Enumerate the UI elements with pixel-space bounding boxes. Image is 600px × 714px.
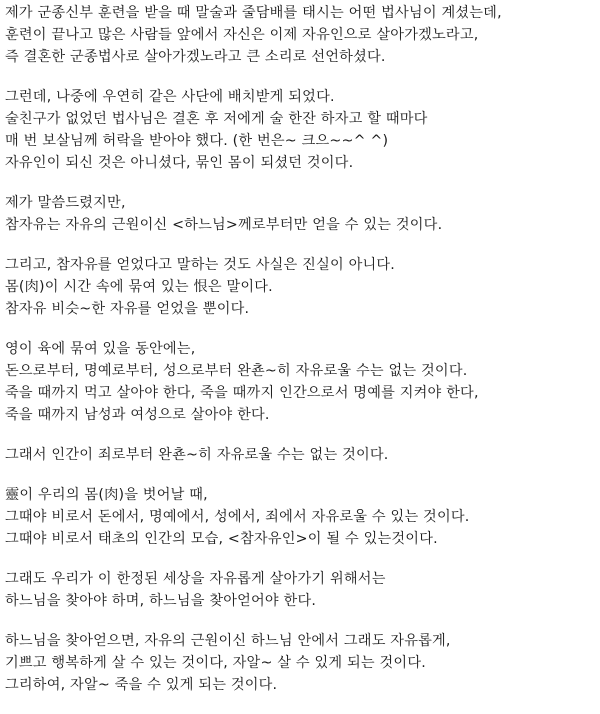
paragraph-8	[5, 568, 595, 612]
paragraph-5	[5, 338, 595, 426]
paragraph-7	[5, 484, 595, 550]
text-line: 자유인이 되신 것은 아니셨다, 묶인 몸이 되셨던 것이다.	[5, 155, 354, 171]
text-line: 매 번 보살님께 허락을 받아야 했다. (한 번은~ 크으~~^ ^)	[5, 133, 389, 149]
paragraph-3	[5, 192, 595, 236]
text-line: 그런데, 나중에 우연히 같은 사단에 배치받게 되었다.	[5, 89, 335, 105]
text-line: 그리하여, 자알~ 죽을 수 있게 되는 것이다.	[5, 677, 278, 693]
text-line: 靈이 우리의 몸(肉)을 벗어날 때,	[5, 487, 208, 503]
text-line: 죽을 때까지 먹고 살아야 한다, 죽을 때까지 인간으로서 명예를 지켜야 한다,	[5, 385, 479, 401]
text-line: 기쁘고 행복하게 살 수 있는 것이다, 자알~ 살 수 있게 되는 것이다.	[5, 655, 426, 671]
document-body	[5, 2, 595, 714]
paragraph-2	[5, 86, 595, 174]
text-line: 죽을 때까지 남성과 여성으로 살아야 한다.	[5, 407, 270, 423]
text-line: 참자유는 자유의 근원이신 <하느님>께로부터만 얻을 수 있는 것이다.	[5, 217, 443, 233]
text-line: 훈련이 끝나고 많은 사람들 앞에서 자신은 이제 자유인으로 살아가겠노라고,	[5, 27, 479, 43]
text-line: 제가 말씀드렸지만,	[5, 195, 126, 211]
text-line: 참자유 비슷~한 자유를 얻었을 뿐이다.	[5, 301, 250, 317]
paragraph-1	[5, 2, 595, 68]
text-line: 그때야 비로서 태초의 인간의 모습, <참자유인>이 될 수 있는것이다.	[5, 531, 438, 547]
text-line: 제가 군종신부 훈련을 받을 때 말술과 줄담배를 태시는 어떤 법사님이 계셨는데,	[5, 5, 502, 21]
text-line: 하느님을 찾아야 하며, 하느님을 찾아얻어야 한다.	[5, 593, 317, 609]
text-line: 그래서 인간이 죄로부터 완쵼~히 자유로울 수는 없는 것이다.	[5, 447, 389, 463]
text-line: 그때야 비로서 돈에서, 명예에서, 성에서, 죄에서 자유로울 수 있는 것이다.	[5, 509, 470, 525]
text-line: 돈으로부터, 명예로부터, 성으로부터 완쵼~히 자유로울 수는 없는 것이다.	[5, 363, 468, 379]
paragraph-6	[5, 444, 595, 466]
text-line: 그리고, 참자유를 얻었다고 말하는 것도 사실은 진실이 아니다.	[5, 257, 396, 273]
text-line: 하느님을 찾아얻으면, 자유의 근원이신 하느님 안에서 그래도 자유롭게,	[5, 633, 451, 649]
paragraph-9	[5, 630, 595, 696]
text-line: 술친구가 없었던 법사님은 결혼 후 저에게 술 한잔 하자고 할 때마다	[5, 111, 428, 127]
text-line: 몸(肉)이 시간 속에 묶여 있는 恨은 말이다.	[5, 279, 273, 295]
text-line: 그래도 우리가 이 한정된 세상을 자유롭게 살아가기 위해서는	[5, 571, 386, 587]
text-line: 즉 결혼한 군종법사로 살아가겠노라고 큰 소리로 선언하셨다.	[5, 49, 386, 65]
text-line: 영이 육에 묶여 있을 동안에는,	[5, 341, 196, 357]
paragraph-4	[5, 254, 595, 320]
